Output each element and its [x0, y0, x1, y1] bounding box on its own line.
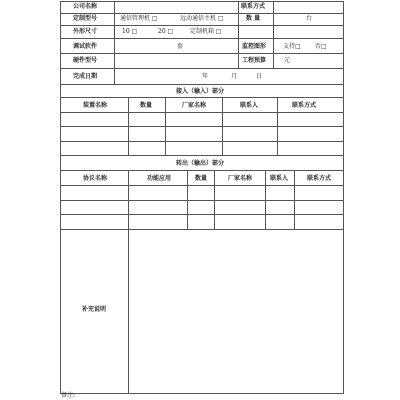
row-line — [60, 141, 344, 142]
input-section-title: 接入（输入）部分 — [175, 88, 225, 95]
date-year: 年 — [202, 73, 209, 80]
frame-bottom — [60, 393, 344, 394]
option-custom-case[interactable]: 定制机箱 □ — [190, 28, 222, 35]
row-line — [60, 13, 344, 14]
col-line — [265, 170, 266, 229]
output-col-protocol: 协议名称 — [82, 175, 108, 182]
date-month: 月 — [231, 73, 238, 80]
frame-left — [60, 1, 61, 394]
row-line — [60, 97, 344, 98]
option-remote-host[interactable]: 远动通信主机 □ — [180, 15, 224, 22]
notes-label: 补充说明 — [81, 306, 107, 313]
size-label: 外形尺寸 — [73, 28, 98, 35]
col-line — [214, 170, 215, 229]
monitor-support-option[interactable]: 支持□ — [283, 43, 301, 50]
col-line — [238, 1, 239, 68]
row-line — [60, 25, 344, 26]
company-field[interactable] — [116, 2, 237, 12]
row-line — [60, 112, 344, 113]
col-line — [222, 97, 223, 155]
col-line — [187, 170, 188, 229]
row-line — [60, 200, 344, 201]
contact-field[interactable] — [275, 2, 342, 12]
row-line — [60, 68, 344, 69]
option-size-10[interactable]: 10 □ — [122, 28, 138, 35]
option-comm-manager[interactable]: 通信管理机 □ — [120, 15, 158, 22]
col-line — [273, 1, 274, 68]
row-line — [60, 38, 344, 39]
output-section-title: 转出（输出）部分 — [175, 160, 225, 167]
input-col-contact: 联系人 — [239, 102, 259, 109]
input-col-qty: 数量 — [139, 102, 153, 109]
col-line — [128, 229, 129, 394]
output-col-vendor: 厂家名称 — [227, 175, 253, 182]
hardware-model-field[interactable] — [116, 54, 237, 67]
hardware-model-label: 硬件型号 — [73, 57, 98, 64]
budget-unit: 元 — [284, 57, 291, 64]
frame-right — [343, 1, 344, 394]
row-line — [60, 185, 344, 186]
debug-software-label: 调试软件 — [73, 43, 98, 50]
output-col-phone: 联系方式 — [306, 175, 332, 182]
model-label: 定制型号 — [73, 15, 98, 22]
quantity-unit: 台 — [306, 15, 313, 22]
footer-remark: 备注: — [61, 392, 76, 399]
row-line — [60, 126, 344, 127]
row-line — [60, 229, 344, 230]
input-col-vendor: 厂家名称 — [181, 102, 207, 109]
row-line — [60, 214, 344, 215]
input-col-phone: 联系方式 — [291, 102, 317, 109]
output-col-function: 功能应用 — [146, 175, 172, 182]
input-col-device: 装置名称 — [82, 102, 108, 109]
contact-label: 联系方式 — [241, 3, 266, 10]
col-line — [294, 170, 295, 229]
row-line — [60, 155, 344, 156]
option-size-20[interactable]: 20 □ — [158, 28, 174, 35]
row-line — [60, 170, 344, 171]
completion-date-label: 完成日期 — [73, 73, 98, 80]
date-day: 日 — [256, 73, 263, 80]
budget-label: 工程预算 — [242, 57, 267, 64]
col-line — [165, 97, 166, 155]
row-line — [60, 84, 344, 85]
col-line — [277, 97, 278, 155]
debug-software-unit: 套 — [177, 43, 184, 50]
quantity-label: 数 量 — [246, 15, 261, 22]
col-line — [128, 170, 129, 229]
col-line — [128, 97, 129, 155]
notes-field[interactable] — [130, 231, 342, 392]
monitor-no-option[interactable]: 否□ — [315, 43, 327, 50]
monitor-graphics-label: 监控图形 — [242, 43, 267, 50]
output-col-contact: 联系人 — [269, 175, 289, 182]
col-line — [114, 1, 115, 84]
output-col-qty: 数量 — [194, 175, 208, 182]
company-label: 公司名称 — [73, 3, 98, 10]
